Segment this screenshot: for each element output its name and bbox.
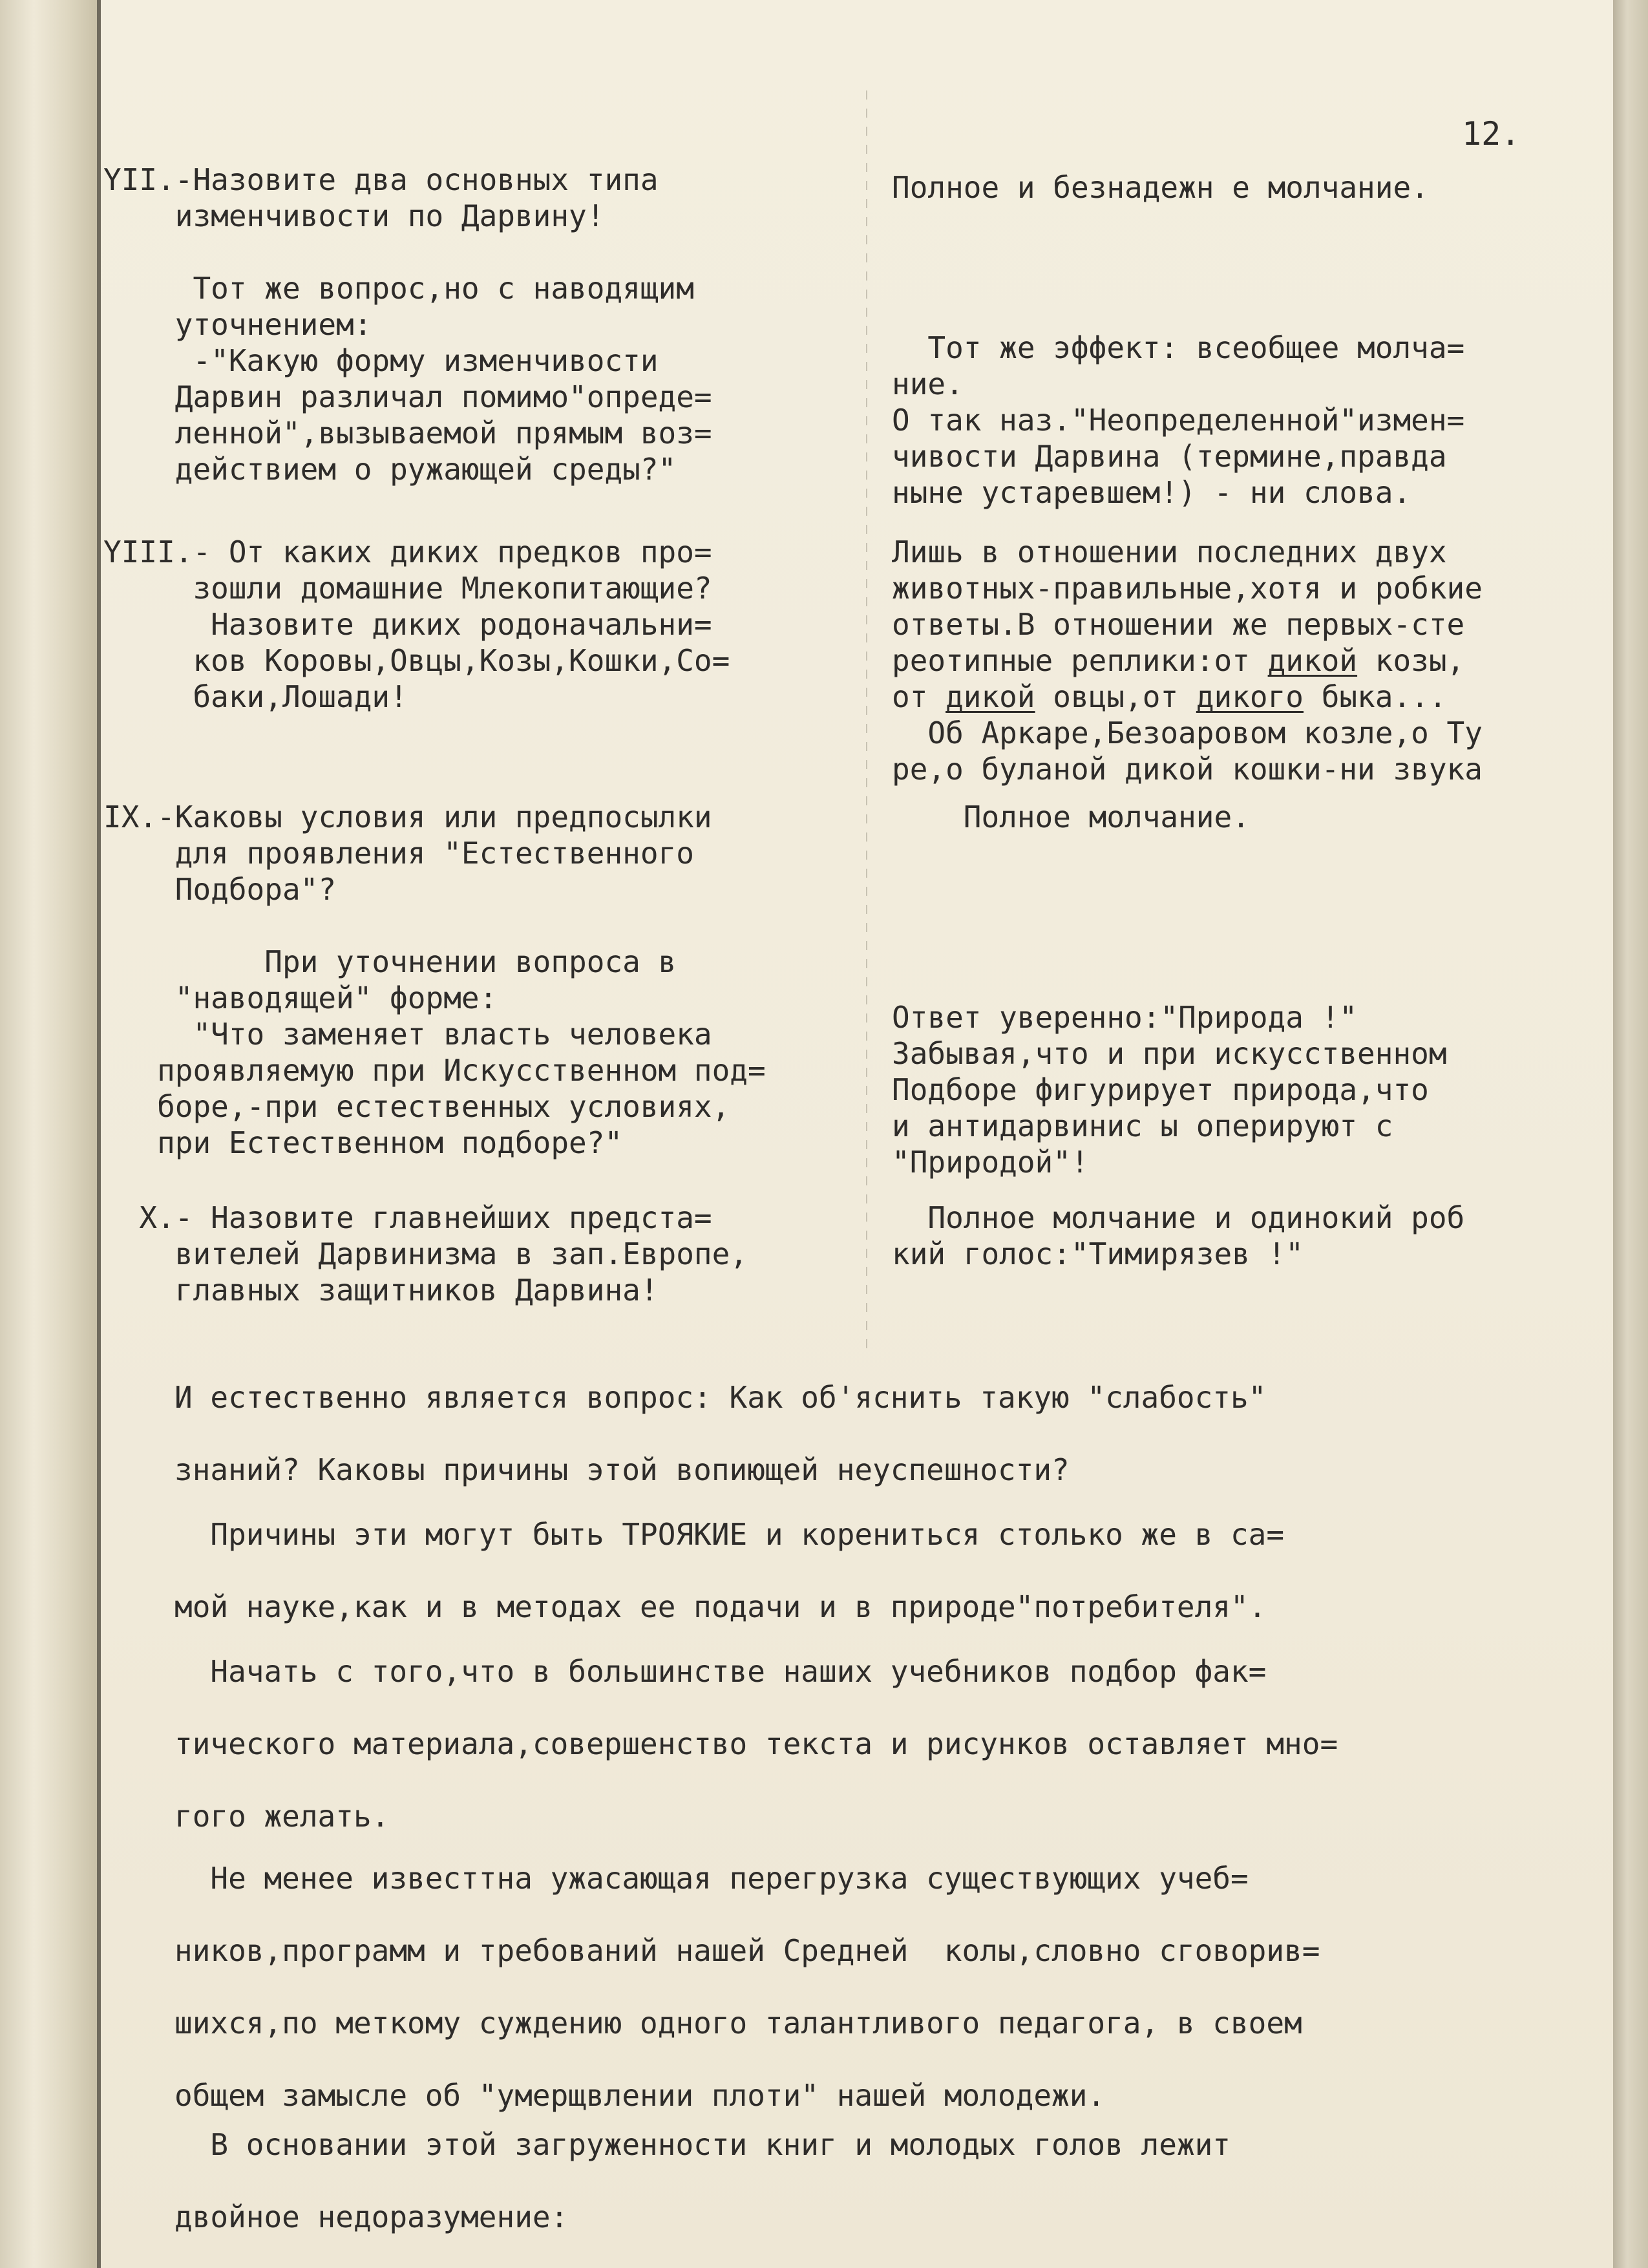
underlined-word: дикого bbox=[1196, 679, 1304, 714]
underlined-word: дикой bbox=[1267, 643, 1358, 678]
underlined-word: дикой bbox=[945, 679, 1035, 714]
paragraph-1: И естественно является вопрос: Как об'яснить такую "слабость" знаний? Каковы причины этой вопиющей неуспешности? bbox=[174, 1380, 1267, 1487]
question-8: YIII.- От каких диких предков про= зошли домашние Млекопитающие? Назовите диких родоначальни= ков Коровы,Овцы,Козы,Кошки,Со= баки,Лошади! bbox=[103, 535, 730, 714]
answer-9-second: Ответ уверенно:"Природа !" Забывая,что и при искусственном Подборе фигурирует природа,что и антидарвинис ы оперируют с "Природой"! bbox=[892, 1000, 1447, 1180]
answer-7-second: Тот же эффект: всеобщее молча= ние. О так наз."Неопределенной"измен= чивости Дарвина (термине,правда ныне устаревшем!) - ни слова. bbox=[892, 330, 1465, 510]
question-7: YII.-Назовите два основных типа изменчивости по Дарвину! Тот же вопрос,но с наводящим уточнением: -"Какую форму изменчивости Дарвин различал помимо"опреде= ленной",вызываемой прямым воз= действием о ружающей среды?" bbox=[103, 162, 712, 487]
paragraph-4: Не менее известтна ужасающая перегрузка существующих учеб= ников,программ и требований нашей Средней колы,словно сговорив= шихся,по меткому суждению одного талантливого педагога, в своем общем замысле об "умерщвлении плоти" нашей молодежи. bbox=[174, 1861, 1320, 2113]
binding-margin bbox=[0, 0, 97, 2268]
question-10: X.- Назовите главнейших предста= вителей Дарвинизма в зап.Европе, главных защитников Дарвина! bbox=[139, 1200, 748, 1308]
paragraph-5: В основании этой загруженности книг и молодых голов лежит двойное недоразумение: bbox=[174, 2127, 1231, 2234]
answer-10: Полное молчание и одинокий роб кий голос:"Тимирязев !" bbox=[892, 1200, 1465, 1271]
page-number: 12. bbox=[1462, 115, 1521, 153]
answer-7-first: Полное и безнадежн е молчание. bbox=[892, 170, 1429, 205]
paragraph-3: Начать с того,что в большинстве наших учебников подбор фак= тического материала,совершенство текста и рисунков оставляет мно= гого желать. bbox=[174, 1654, 1338, 1834]
answer-8: Лишь в отношении последних двух животных-правильные,хотя и робкие ответы.В отношении же первых-сте реотипные реплики:от дикой козы, от дикой овцы,от дикого быка... Об Аркаре,Безоаровом козле,о Ту ре,о буланой дикой кошки-ни звука bbox=[892, 535, 1483, 787]
paragraph-2: Причины эти могут быть ТРОЯКИЕ и корениться столько же в са= мой науке,как и в методах ее подачи и в природе"потребителя". bbox=[174, 1517, 1285, 1624]
question-9: IX.-Каковы условия или предпосылки для проявления "Естественного Подбора"? При уточнении вопроса в "наводящей" форме: "Что заменяет власть человека проявляемую при Искусственном под= боре,-при естественных условиях, при Естественном подборе?" bbox=[103, 800, 766, 1160]
answer-9-first: Полное молчание. bbox=[892, 800, 1250, 834]
page-edge bbox=[1613, 0, 1648, 2268]
